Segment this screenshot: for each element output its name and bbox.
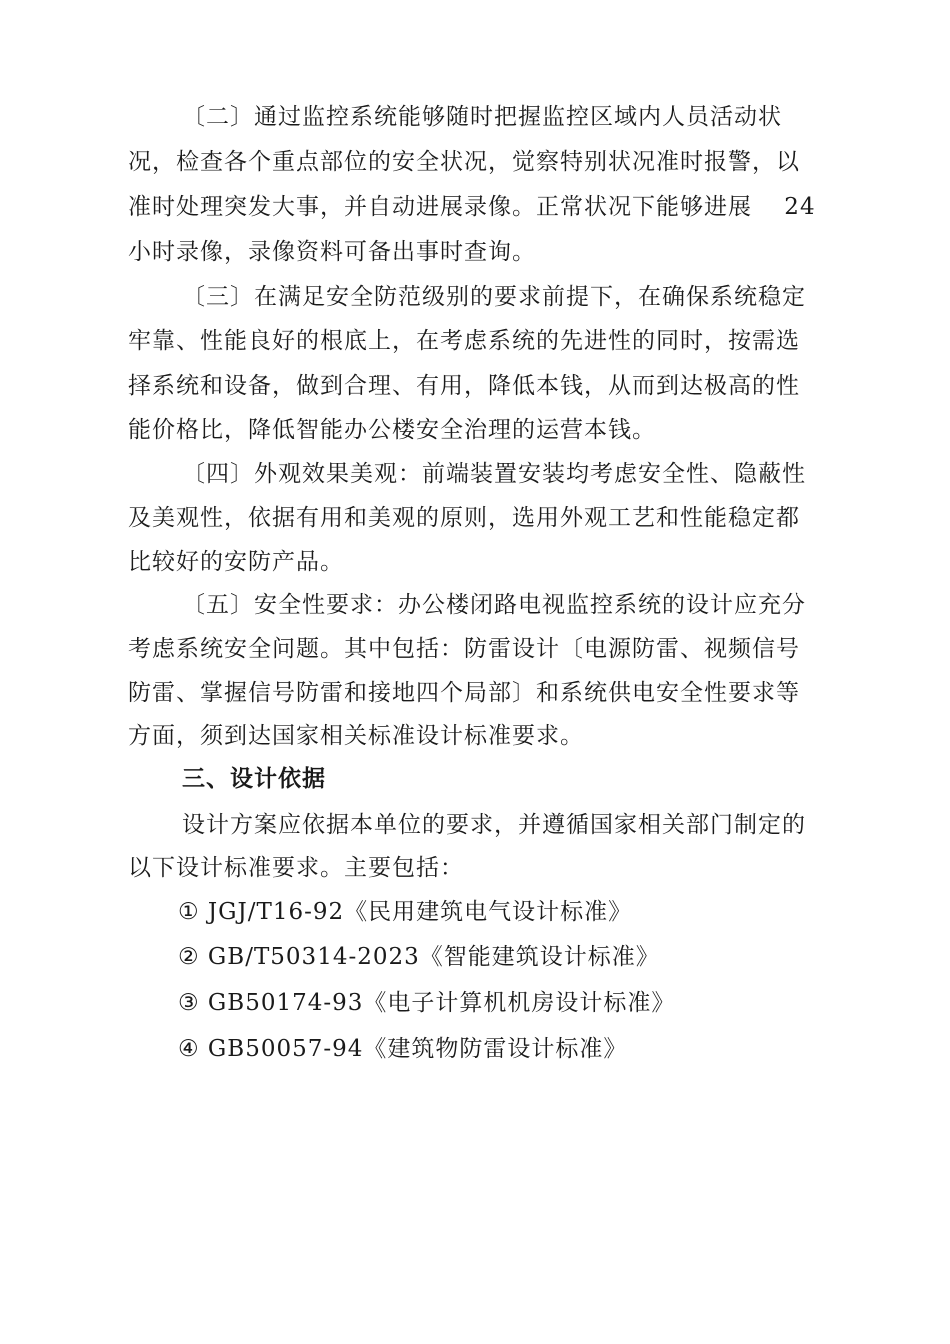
paragraph-5-line-1: 〔五〕安全性要求：办公楼闭路电视监控系统的设计应充分 (182, 592, 806, 618)
standard-list-item-4: ④ GB50057-94《建筑物防雷设计标准》 (178, 1036, 628, 1062)
paragraph-4-line-1: 〔四〕外观效果美观：前端装置安装均考虑安全性、隐蔽性 (182, 461, 806, 487)
paragraph-5-line-4: 方面，须到达国家相关标准设计标准要求。 (128, 723, 584, 749)
paragraph-4-line-3: 比较好的安防产品。 (128, 549, 344, 575)
basis-intro-line-2: 以下设计标准要求。主要包括： (128, 855, 464, 881)
basis-intro-line-1: 设计方案应依据本单位的要求，并遵循国家相关部门制定的 (182, 812, 806, 838)
standard-list-item-3: ③ GB50174-93《电子计算机机房设计标准》 (178, 990, 676, 1016)
paragraph-3-line-3: 择系统和设备，做到合理、有用，降低本钱，从而到达极高的性 (128, 373, 800, 399)
standard-list-item-2: ② GB/T50314-2023《智能建筑设计标准》 (178, 944, 660, 970)
paragraph-2-line-1: 〔二〕通过监控系统能够随时把握监控区域内人员活动状 (182, 104, 782, 130)
paragraph-2-line-3: 准时处理突发大事，并自动进展录像。正常状况下能够进展 24 (128, 194, 816, 220)
paragraph-3-line-2: 牢靠、性能良好的根底上，在考虑系统的先进性的同时，按需选 (128, 328, 800, 354)
paragraph-3-line-1: 〔三〕在满足安全防范级别的要求前提下，在确保系统稳定 (182, 284, 806, 310)
paragraph-4-line-2: 及美观性，依据有用和美观的原则，选用外观工艺和性能稳定都 (128, 505, 800, 531)
paragraph-5-line-2: 考虑系统安全问题。其中包括：防雷设计〔电源防雷、视频信号 (128, 636, 800, 662)
paragraph-2-line-4: 小时录像，录像资料可备出事时查询。 (128, 239, 536, 265)
section-heading-design-basis: 三、设计依据 (182, 765, 326, 792)
paragraph-5-line-3: 防雷、掌握信号防雷和接地四个局部〕和系统供电安全性要求等 (128, 680, 800, 706)
standard-list-item-1: ① JGJ/T16-92《民用建筑电气设计标准》 (178, 899, 633, 925)
paragraph-3-line-4: 能价格比，降低智能办公楼安全治理的运营本钱。 (128, 417, 656, 443)
paragraph-2-line-2: 况，检查各个重点部位的安全状况，觉察特别状况准时报警，以 (128, 149, 800, 175)
